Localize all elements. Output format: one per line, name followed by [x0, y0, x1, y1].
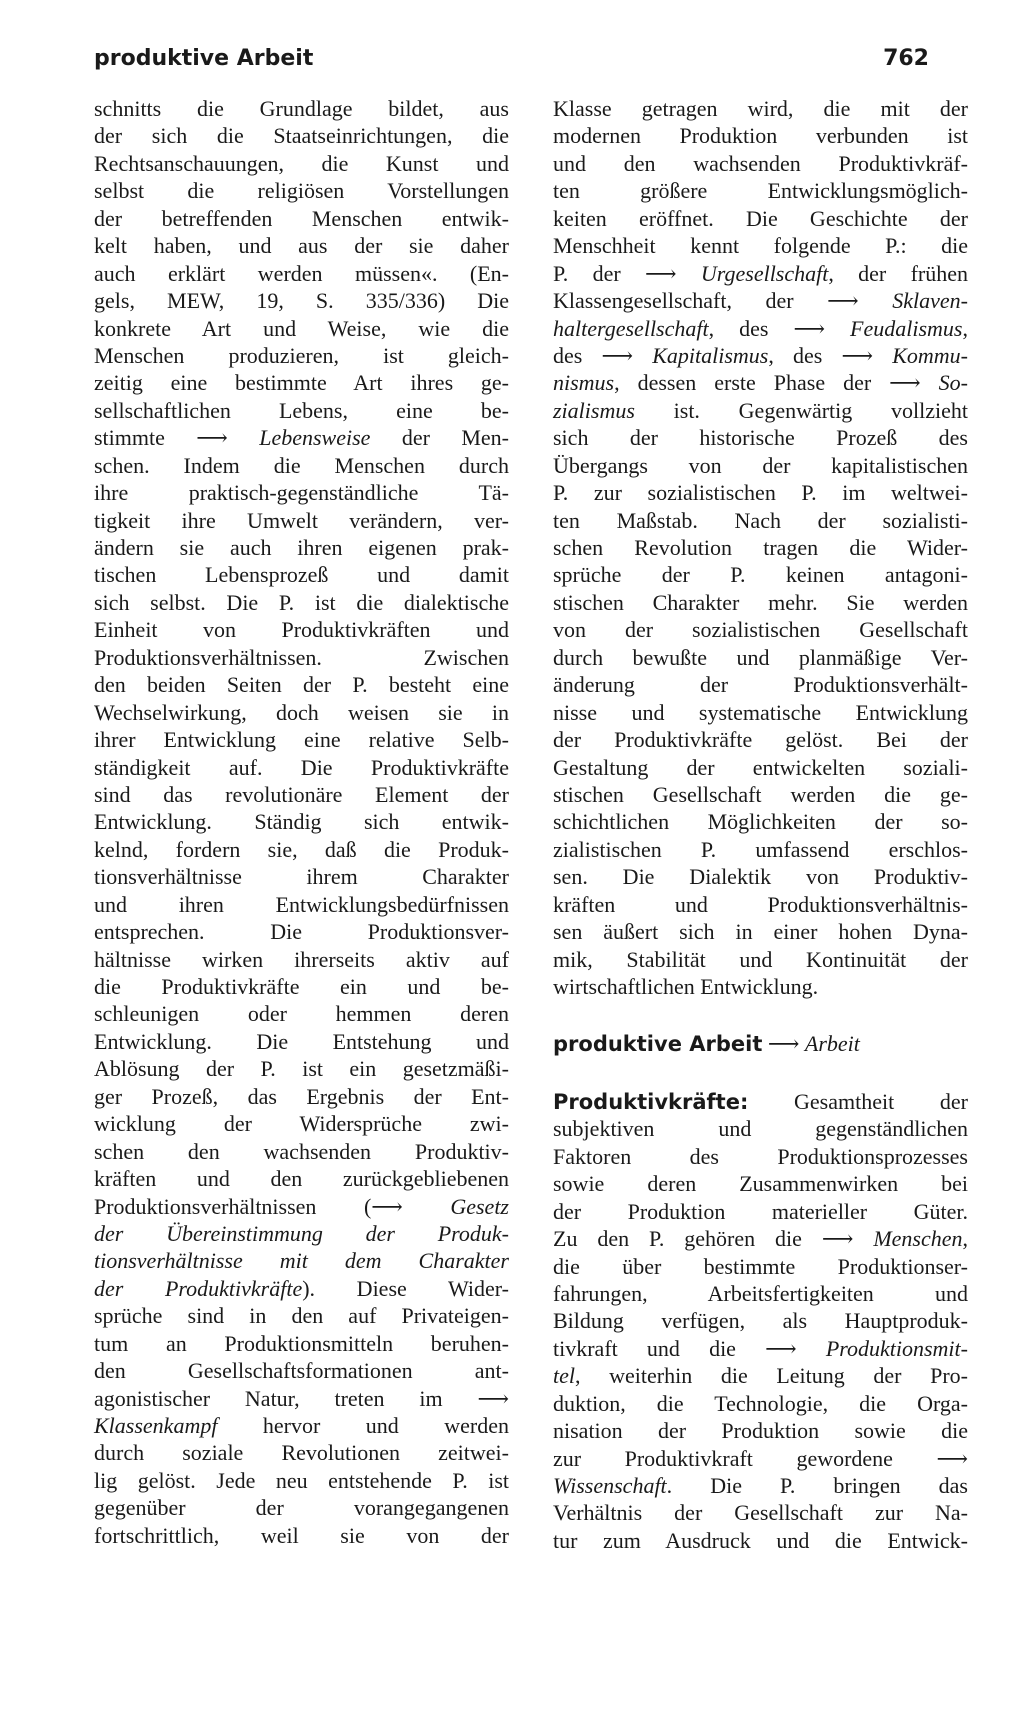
- text-line: schichtlichen Möglichkeiten der so-: [553, 809, 968, 835]
- text-line: ihre praktisch-gegenständliche Tä-: [94, 480, 509, 506]
- text-line: nisse und systematische Entwicklung: [553, 699, 968, 725]
- text-line: ger Prozeß, das Ergebnis der Ent-: [94, 1083, 509, 1109]
- text-line: Gestaltung der entwickelten soziali-: [553, 754, 968, 780]
- running-head-title: produktive Arbeit: [94, 46, 314, 71]
- text-line: tum an Produktionsmitteln beruhen-: [94, 1330, 509, 1356]
- text-span: tivkraft und die ⟶: [553, 1335, 826, 1361]
- cross-reference-link[interactable]: haltergesellschaft: [553, 315, 709, 341]
- text-line: [553, 1225, 968, 1252]
- text-span: ,: [962, 1226, 968, 1252]
- text-line: von der sozialistischen Gesellschaft: [553, 617, 968, 643]
- text-line: tischen Lebensprozeß und damit: [94, 562, 509, 588]
- text-span: des ⟶: [553, 342, 653, 368]
- cross-reference-link[interactable]: Produktionsmit-: [825, 1335, 968, 1361]
- text-line: [94, 1412, 509, 1439]
- text-line: Entwicklung. Die Entstehung und: [94, 1028, 509, 1054]
- cross-reference-link[interactable]: Wissenschaft: [553, 1473, 667, 1498]
- text-line: [94, 1247, 509, 1274]
- cross-reference-link[interactable]: der Übereinstimmung der Produk-: [94, 1220, 509, 1246]
- entry-continuation: [553, 95, 968, 1000]
- cross-reference-link[interactable]: So-: [938, 370, 968, 396]
- text-line: konkrete Art und Weise, wie die: [94, 315, 509, 341]
- text-line: die Produktivkräfte ein und be-: [94, 974, 509, 999]
- text-line: stischen Charakter mehr. Sie werden: [553, 589, 968, 615]
- text-line: zialistischen P. umfassend erschlos-: [553, 836, 968, 862]
- entry-headword: Produktivkräfte:: [553, 1089, 749, 1114]
- text-line: [553, 397, 968, 424]
- text-line: sellschaftlichen Lebens, eine be-: [94, 397, 509, 423]
- text-span: , des ⟶: [708, 315, 851, 341]
- text-line: ten Maßstab. Nach der sozialisti-: [553, 507, 968, 533]
- text-line: ten größere Entwicklungsmöglich-: [553, 178, 968, 204]
- text-line: keiten eröffnet. Die Geschichte der: [553, 205, 968, 231]
- text-line: änderung der Produktionsverhält-: [553, 672, 968, 698]
- text-line: [94, 1220, 509, 1247]
- text-line: und ihren Entwicklungsbedürfnissen: [94, 891, 509, 917]
- cross-reference-link[interactable]: tel: [553, 1363, 575, 1389]
- text-line: selbst die religiösen Vorstellungen: [94, 178, 509, 204]
- text-line: schnitts die Grundlage bildet, aus: [94, 96, 509, 121]
- text-line: [553, 1472, 968, 1499]
- text-line: schen Revolution tragen die Wider-: [553, 535, 968, 560]
- text-line: kräften und den zurückgebliebenen: [94, 1166, 509, 1192]
- page-number: 762: [883, 46, 929, 71]
- cross-reference-target[interactable]: Arbeit: [804, 1031, 860, 1057]
- text-line: den Gesellschaftsformationen ant-: [94, 1358, 509, 1384]
- text-line: sen. Die Dialektik von Produktiv-: [553, 864, 968, 890]
- text-line: schleunigen oder hemmen deren: [94, 1001, 509, 1027]
- text-line: modernen Produktion verbunden ist: [553, 123, 968, 149]
- text-line: Produktionsverhältnissen. Zwischen: [94, 644, 509, 670]
- text-line: fortschrittlich, weil sie von der: [94, 1522, 509, 1548]
- text-line: zur Produktivkraft gewordene ⟶: [553, 1445, 968, 1471]
- cross-reference-link[interactable]: Lebensweise: [259, 425, 371, 451]
- text-line: [94, 1275, 509, 1302]
- text-line: und den wachsenden Produktivkräf-: [553, 150, 968, 176]
- cross-reference-link[interactable]: Gesetz: [450, 1193, 509, 1219]
- text-span: Gesamtheit der: [748, 1088, 968, 1114]
- text-line: der Produktivkräfte gelöst. Bei der: [553, 727, 968, 753]
- text-line: schen. Indem die Menschen durch: [94, 452, 509, 478]
- text-line: gels, MEW, 19, S. 335/336) Die: [94, 288, 509, 314]
- text-span: , weiterhin die Leitung der Pro-: [575, 1363, 968, 1389]
- text-line: subjektiven und gegenständlichen: [553, 1116, 968, 1142]
- text-line: Menschen produzieren, ist gleich-: [94, 342, 509, 368]
- text-span: hervor und werden: [217, 1413, 509, 1438]
- entry-first-line: [553, 1088, 968, 1115]
- text-line: wicklung der Widersprüche zwi-: [94, 1111, 509, 1137]
- text-span: ,: [962, 315, 968, 341]
- text-line: schen den wachsenden Produktiv-: [94, 1138, 509, 1164]
- text-line: kelnd, fordern sie, daß die Produk-: [94, 836, 509, 862]
- text-span: P. der ⟶: [553, 260, 701, 286]
- cross-reference-link[interactable]: nismus: [553, 370, 615, 396]
- text-span: Zu den P. gehören die ⟶: [553, 1226, 874, 1252]
- cross-reference-link[interactable]: tionsverhältnisse mit dem Charakter: [94, 1248, 509, 1274]
- text-line: entsprechen. Die Produktionsver-: [94, 919, 509, 945]
- text-line: Klasse getragen wird, die mit der: [553, 96, 968, 121]
- text-line: [553, 315, 968, 342]
- text-line: gegenüber der vorangegangenen: [94, 1495, 509, 1521]
- text-line: Menschheit kennt folgende P.: die: [553, 233, 968, 259]
- text-span: Klassengesellschaft, der ⟶: [553, 288, 893, 314]
- text-line: tigkeit ihre Umwelt verändern, ver-: [94, 507, 509, 533]
- text-line: kräften und Produktionsverhältnis-: [553, 891, 968, 917]
- text-line: sich selbst. Die P. ist die dialektische: [94, 589, 509, 615]
- text-line: [94, 1193, 509, 1220]
- text-line: tionsverhältnisse ihrem Charakter: [94, 864, 509, 890]
- text-line: Entwicklung. Ständig sich entwik-: [94, 809, 509, 835]
- text-line: Einheit von Produktivkräften und: [94, 617, 509, 643]
- text-line: Übergangs von der kapitalistischen: [553, 452, 968, 478]
- text-line: sind das revolutionäre Element der: [94, 781, 509, 807]
- text-line: der betreffenden Menschen entwik-: [94, 205, 509, 231]
- text-line: Bildung verfügen, als Hauptproduk-: [553, 1308, 968, 1334]
- text-line: sich der historische Prozeß des: [553, 425, 968, 451]
- text-line: den beiden Seiten der P. besteht eine: [94, 672, 509, 698]
- text-line: [553, 287, 968, 314]
- text-line: Wechselwirkung, doch weisen sie in: [94, 699, 509, 725]
- text-line: [553, 260, 968, 287]
- text-line: fahrungen, Arbeitsfertigkeiten und: [553, 1280, 968, 1306]
- text-line: zeitig eine bestimmte Art ihres ge-: [94, 370, 509, 396]
- running-header: [94, 42, 929, 76]
- text-span: der Men-: [370, 425, 509, 451]
- left-column: [94, 95, 509, 1549]
- text-line: [553, 342, 968, 369]
- text-line: die über bestimmte Produktionser-: [553, 1253, 968, 1279]
- cross-reference-link[interactable]: Klassenkampf: [94, 1413, 218, 1438]
- text-line: [553, 369, 968, 396]
- text-line: Ablösung der P. ist ein gesetzmäßi-: [94, 1056, 509, 1082]
- text-line: [553, 1362, 968, 1389]
- cross-reference-link[interactable]: Feudalismus: [850, 315, 963, 341]
- cross-reference-link[interactable]: Kapitalismus: [652, 342, 769, 368]
- text-span: , der frühen: [828, 260, 968, 286]
- text-line: P. zur sozialistischen P. im weltwei-: [553, 480, 968, 506]
- cross-reference-link[interactable]: Sklaven-: [892, 288, 968, 314]
- text-span: Produktionsverhältnissen (⟶: [94, 1193, 451, 1219]
- text-line: der sich die Staatseinrichtungen, die: [94, 123, 509, 149]
- text-line: lig gelöst. Jede neu entstehende P. ist: [94, 1467, 509, 1493]
- text-line: stischen Gesellschaft werden die ge-: [553, 781, 968, 807]
- text-line: durch bewußte und planmäßige Ver-: [553, 644, 968, 670]
- text-span: ist. Gegenwärtig vollzieht: [634, 397, 968, 423]
- text-line: wirtschaftlichen Entwicklung.: [553, 974, 819, 999]
- text-line: Rechtsanschauungen, die Kunst und: [94, 150, 509, 176]
- text-line: auch erklärt werden müssen«. (En-: [94, 260, 509, 286]
- right-column: [553, 95, 968, 1554]
- cross-reference-link[interactable]: der Produktivkräfte: [94, 1275, 303, 1301]
- text-line: hältnisse wirken ihrerseits aktiv auf: [94, 946, 509, 972]
- text-line: nisation der Produktion sowie die: [553, 1418, 968, 1444]
- text-line: duktion, die Technologie, die Orga-: [553, 1390, 968, 1416]
- entry-produktivkraefte: [553, 1088, 968, 1554]
- cross-reference-link[interactable]: Menschen: [873, 1226, 963, 1252]
- text-line: ständigkeit auf. Die Produktivkräfte: [94, 754, 509, 780]
- text-line: der Produktion materieller Güter.: [553, 1198, 968, 1224]
- text-line: kelt haben, und aus der sie daher: [94, 233, 509, 259]
- cross-reference-arrow: ⟶: [762, 1031, 805, 1057]
- text-line: ihrer Entwicklung eine relative Selb-: [94, 727, 509, 753]
- text-line: sprüche der P. keinen antagoni-: [553, 562, 968, 588]
- text-line: ändern sie auch ihren eigenen prak-: [94, 535, 509, 560]
- text-span: , des ⟶: [768, 342, 893, 368]
- text-line: sprüche sind in den auf Privateigen-: [94, 1303, 509, 1329]
- cross-reference-link[interactable]: Urgesellschaft: [700, 260, 829, 286]
- text-span: . Die P. bringen das: [666, 1473, 968, 1498]
- text-line: [553, 1335, 968, 1362]
- text-line: tur zum Ausdruck und die Entwick-: [553, 1527, 968, 1553]
- cross-reference-link[interactable]: zialismus: [553, 397, 635, 423]
- cross-reference-link[interactable]: Kommu-: [892, 342, 968, 368]
- text-line: agonistischer Natur, treten im ⟶: [94, 1385, 509, 1411]
- text-line: [94, 424, 509, 451]
- text-line: mik, Stabilität und Kontinuität der: [553, 946, 968, 972]
- text-line: sowie deren Zusammenwirken bei: [553, 1171, 968, 1197]
- cross-reference-entry: [553, 1030, 968, 1057]
- text-line: sen äußert sich in einer hohen Dyna-: [553, 919, 968, 945]
- text-span: stimmte ⟶: [94, 425, 260, 451]
- text-line: durch soziale Revolutionen zeitwei-: [94, 1440, 509, 1466]
- text-span: , dessen erste Phase der ⟶: [614, 370, 939, 396]
- text-line: Verhältnis der Gesellschaft zur Na-: [553, 1500, 968, 1526]
- cross-reference-headword: produktive Arbeit: [553, 1032, 763, 1057]
- text-span: ). Diese Wider-: [302, 1275, 509, 1301]
- text-line: Faktoren des Produktionsprozesses: [553, 1143, 968, 1169]
